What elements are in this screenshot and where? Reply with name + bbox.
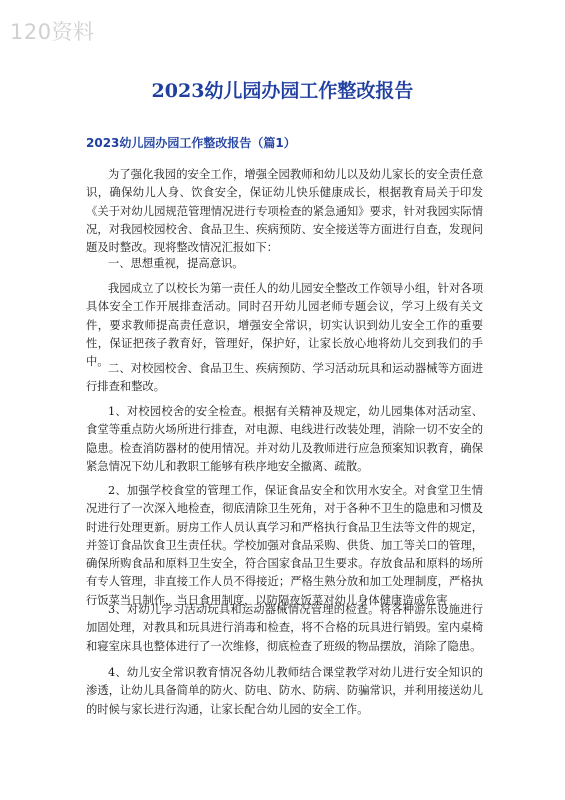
document-title: 2023幼儿园办园工作整改报告 <box>151 80 414 102</box>
paragraph-item-1: 1、对校园校舍的安全检查。根据有关精神及规定，幼儿园集体对活动室、食堂等重点防火场所进行排查，对电源、电线进行改装处理，消除一切不安全的隐患。检查消防器材的使用情况。并对幼儿及教师进行应急预案知识教育，确保紧急情况下幼儿和教职工能够有秩序地安全撤离、疏散。 <box>86 405 483 473</box>
paragraph-leadership: 我园成立了以校长为第一责任人的幼儿园安全整改工作领导小组，针对各项具体安全工作开展排查活动。同时召开幼儿园老师专题会议，学习上级有关文件，要求教师提高责任意识，增强安全常识，切实认识到幼儿安全工作的重要性，保证把孩子教育好，管理好，保护好，让家长放心地将幼儿交到我们的手中。 <box>86 282 483 369</box>
paragraph-item-2: 2、加强学校食堂的管理工作，保证食品安全和饮用水安全。对食堂卫生情况进行了一次深入地检查，彻底清除卫生死角，对于各种不卫生的隐患和习惯及时进行处理更新。厨房工作人员认真学习和严格执行食品卫生法等文件的规定，并签订食品饮食卫生责任状。学校加强对食品采购、供货、加工等关口的管理，确保所购食品和原料卫生安全，符合国家食品卫生要求。存放食品和原料的场所有专人管理，非直接工作人员不得接近；严格生熟分放和加工处理制度，严格执行饭菜当日制作，当日食用制度，以防隔夜饭菜对幼儿身体健康造成危害 <box>86 484 483 607</box>
paragraph-item-3: 3、对幼儿学习活动玩具和运动器械情况管理的检查。将各种游乐设施进行加固处理，对教具和玩具进行消毒和检查，将不合格的玩具进行销毁。室内桌椅和寝室床具也整体进行了一次维修，彻底检查了班级的物品摆放，消除了隐患。 <box>86 603 483 653</box>
paragraph-heading-1: 一、思想重视，提高意识。 <box>108 257 244 270</box>
paragraph-heading-2: 二、对校园校舍、食品卫生、疾病预防、学习活动玩具和运动器械等方面进行排查和整改。 <box>86 362 483 394</box>
paragraph-item-4: 4、幼儿安全常识教育情况各幼儿教师结合课堂教学对幼儿进行安全知识的渗透，让幼儿具备简单的防火、防电、防水、防病、防骗常识，并利用接送幼儿的时候与家长进行沟通，让家长配合幼儿园的安全工作。 <box>86 666 483 716</box>
section-title: 2023幼儿园办园工作整改报告（篇1） <box>86 136 296 150</box>
paragraph-intro: 为了强化我园的安全工作，增强全园教师和幼儿以及幼儿家长的安全责任意识，确保幼儿人身、饮食安全，保证幼儿快乐健康成长，根据教育局关于印发《关于对幼儿园规范管理情况进行专项检查的紧急通知》要求，针对我园实际情况，对我园校园校舍、食品卫生、疾病预防、安全接送等方面进行自查，发现问题及时整改。现将整改情况汇报如下： <box>86 168 483 255</box>
watermark: 120资料 <box>10 20 95 44</box>
